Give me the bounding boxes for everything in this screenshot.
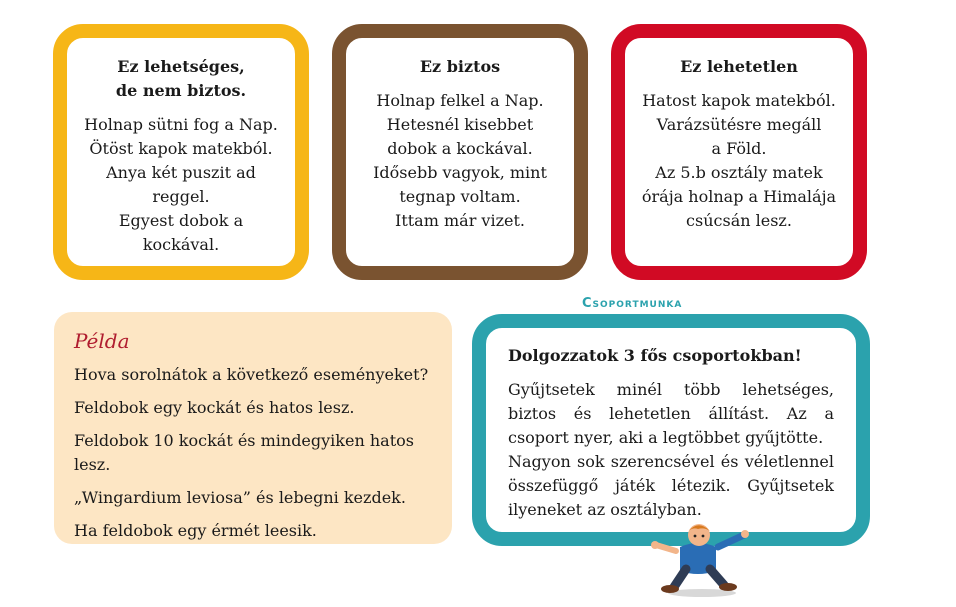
group-work-paragraph: Gyűjtsetek minél több lehetséges, biztos és lehetetlen állítást. Az a csoport nyer, aki a legtöbbet gyűjtötte.: [508, 380, 834, 447]
example-item: Feldobok egy kockát és hatos lesz.: [74, 398, 355, 417]
kid-illustration-icon: [646, 521, 750, 597]
card-line: Ötöst kapok matekból.: [89, 139, 273, 158]
example-item: Feldobok 10 kockát és mindegyiken hatos lesz.: [74, 431, 414, 474]
possible-card: [53, 24, 309, 280]
example-item: Ha feldobok egy érmét leesik.: [74, 521, 317, 540]
group-work-card: [472, 314, 870, 546]
card-title: [67, 55, 295, 103]
card-line: a Föld.: [711, 139, 767, 158]
card-line: Anya két puszit ad: [106, 163, 256, 182]
card-line: reggel.: [152, 187, 210, 206]
card-line: Ittam már vizet.: [395, 211, 525, 230]
group-work-title: Dolgozzatok 3 fős csoportokban!: [508, 346, 802, 365]
example-question: Hova sorolnátok a következő eseményeket?: [74, 365, 429, 384]
card-line: tegnap voltam.: [399, 187, 521, 206]
card-title: [625, 55, 853, 79]
impossible-card: [611, 24, 867, 280]
card-title: [346, 55, 574, 79]
card-line: Holnap felkel a Nap.: [376, 91, 544, 110]
card-line: dobok a kockával.: [387, 139, 533, 158]
card-line: Egyest dobok a: [118, 211, 244, 230]
card-line: Hetesnél kisebbet: [386, 115, 534, 134]
card-line: órája holnap a Himalája: [641, 187, 837, 206]
group-work-paragraph: Nagyon sok szerencsével és véletlennel összefüggő játék létezik. Gyűjtsetek ilyeneket az osztályban.: [508, 452, 834, 519]
card-title-line: Ez lehetetlen: [680, 57, 798, 76]
example-title: Példa: [74, 329, 130, 353]
card-line: Az 5.b osztály matek: [655, 163, 823, 182]
certain-card: [332, 24, 588, 280]
card-line: csúcsán lesz.: [686, 211, 792, 230]
card-line: Holnap sütni fog a Nap.: [84, 115, 278, 134]
card-line: Hatost kapok matekból.: [642, 91, 836, 110]
card-title-line: de nem biztos.: [115, 81, 247, 100]
example-item: „Wingardium leviosa” és lebegni kezdek.: [74, 488, 406, 507]
card-line: kockával.: [142, 235, 220, 254]
card-title-line: Ez lehetséges,: [117, 57, 245, 76]
card-line: Varázsütésre megáll: [656, 115, 822, 134]
group-work-label: Csoportmunka: [582, 296, 683, 311]
example-box: [54, 312, 452, 544]
card-title-line: Ez biztos: [419, 57, 501, 76]
card-line: Idősebb vagyok, mint: [373, 163, 547, 182]
